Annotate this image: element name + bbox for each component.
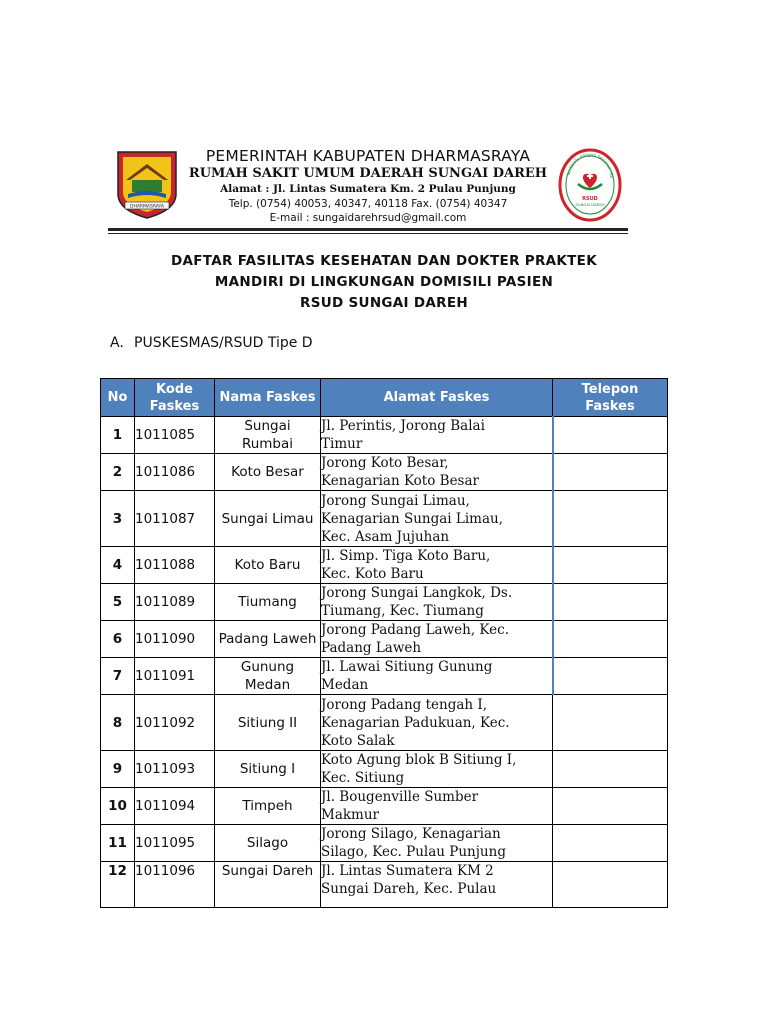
faskes-phone xyxy=(553,862,668,908)
faskes-code: 1011092 xyxy=(135,695,215,751)
faskes-name xyxy=(215,417,321,454)
row-number: 9 xyxy=(101,751,135,788)
hospital-address: Alamat : Jl. Lintas Sumatera Km. 2 Pulau Punjung xyxy=(220,183,516,195)
table-row xyxy=(101,862,668,908)
faskes-name-line: Koto Baru xyxy=(234,557,301,573)
faskes-address-line: Medan xyxy=(321,677,369,693)
faskes-phone xyxy=(553,695,668,751)
faskes-address xyxy=(321,825,553,862)
faskes-name-line: Koto Besar xyxy=(231,464,304,480)
faskes-address xyxy=(321,491,553,547)
faskes-name-line: Tiumang xyxy=(238,594,297,610)
faskes-name-line: Padang Laweh xyxy=(218,631,317,647)
row-number: 3 xyxy=(101,491,135,547)
hospital-name: RUMAH SAKIT UMUM DAERAH SUNGAI DAREH xyxy=(188,166,548,181)
faskes-phone xyxy=(553,547,668,584)
table-row xyxy=(101,695,668,751)
faskes-name xyxy=(215,621,321,658)
faskes-address-line: Kenagarian Padukuan, Kec. xyxy=(321,714,510,731)
row-number: 1 xyxy=(101,417,135,454)
title-line-2: MANDIRI DI LINGKUNGAN DOMISILI PASIEN xyxy=(214,274,554,290)
faskes-address-line: Makmur xyxy=(321,807,380,823)
faskes-name-line: Sungai Dareh xyxy=(221,863,314,879)
header-kode xyxy=(135,379,215,417)
right-logo-subtext: SUNGAI DAREH xyxy=(575,202,605,207)
faskes-code: 1011091 xyxy=(135,658,215,695)
faskes-name-line: Sungai Limau xyxy=(221,510,314,527)
faskes-name-line: Medan xyxy=(244,677,291,693)
faskes-address xyxy=(321,584,553,621)
faskes-phone xyxy=(553,584,668,621)
faskes-phone xyxy=(553,751,668,788)
faskes-name xyxy=(215,862,321,908)
section-number: A. xyxy=(110,335,124,351)
faskes-name-line: Gunung xyxy=(240,659,295,675)
faskes-name-line: Silago xyxy=(246,835,289,851)
dharmasraya-shield-logo xyxy=(116,150,178,220)
faskes-address-line: Silago, Kec. Pulau Punjung xyxy=(321,844,506,860)
row-number: 7 xyxy=(101,658,135,695)
letterhead xyxy=(180,146,556,225)
faskes-code: 1011094 xyxy=(135,788,215,825)
faskes-code: 1011096 xyxy=(135,862,215,908)
faskes-address xyxy=(321,695,553,751)
faskes-phone xyxy=(553,788,668,825)
faskes-address-line: Kec. Koto Baru xyxy=(321,566,424,582)
table-row xyxy=(101,621,668,658)
header-kode-line-1: Kode xyxy=(156,381,193,397)
government-name: PEMERINTAH KABUPATEN DHARMASRAYA xyxy=(205,147,531,165)
faskes-name xyxy=(215,547,321,584)
left-logo-banner: DHARMASRAYA xyxy=(129,204,165,210)
faskes-name-line: Timpeh xyxy=(242,798,293,814)
faskes-phone xyxy=(553,658,668,695)
faskes-name xyxy=(215,454,321,491)
document-title xyxy=(100,251,668,314)
faskes-address-line: Jl. Lintas Sumatera KM 2 xyxy=(321,863,494,879)
header-no: No xyxy=(101,379,135,417)
faskes-address-line: Padang Laweh xyxy=(321,640,422,656)
faskes-address-line: Koto Salak xyxy=(321,732,395,749)
header-telepon xyxy=(553,379,668,417)
letterhead-rule-thick xyxy=(108,228,628,231)
table-row xyxy=(101,491,668,547)
section-label: PUSKESMAS/RSUD Tipe D xyxy=(134,335,313,351)
faskes-address-line: Jl. Bougenville Sumber xyxy=(321,789,479,805)
faskes-code: 1011088 xyxy=(135,547,215,584)
faskes-address xyxy=(321,547,553,584)
table-row xyxy=(101,454,668,491)
header-alamat: Alamat Faskes xyxy=(321,379,553,417)
faskes-address-line: Jorong Koto Besar, xyxy=(321,455,449,471)
row-number: 12 xyxy=(101,862,135,908)
faskes-address-line: Jorong Padang tengah I, xyxy=(321,696,488,713)
faskes-address-line: Kenagarian Koto Besar xyxy=(321,473,479,489)
faskes-code: 1011086 xyxy=(135,454,215,491)
table-header-row xyxy=(101,379,668,417)
faskes-address xyxy=(321,454,553,491)
faskes-address-line: Jorong Padang Laweh, Kec. xyxy=(321,622,509,638)
faskes-name-line: Sungai xyxy=(244,418,291,434)
section-heading xyxy=(110,335,313,351)
faskes-address xyxy=(321,621,553,658)
faskes-name xyxy=(215,658,321,695)
faskes-address-line: Kec. Sitiung xyxy=(321,770,405,786)
faskes-address xyxy=(321,788,553,825)
faskes-address-line: Jl. Lawai Sitiung Gunung xyxy=(321,659,493,675)
faskes-address-line: Jl. Perintis, Jorong Balai xyxy=(321,418,485,434)
right-logo-text: RSUD xyxy=(582,196,598,202)
rsud-logo xyxy=(558,148,622,222)
faskes-code: 1011085 xyxy=(135,417,215,454)
faskes-phone xyxy=(553,454,668,491)
header-telepon-line-2: Faskes xyxy=(585,398,635,414)
table-row xyxy=(101,788,668,825)
header-telepon-line-1: Telepon xyxy=(581,381,639,397)
faskes-name xyxy=(215,788,321,825)
hospital-phone: Telp. (0754) 40053, 40347, 40118 Fax. (0754) 40347 xyxy=(228,198,508,210)
faskes-name-line: Sitiung I xyxy=(239,761,296,777)
faskes-name xyxy=(215,584,321,621)
faskes-address-line: Jl. Simp. Tiga Koto Baru, xyxy=(321,548,491,564)
faskes-code: 1011093 xyxy=(135,751,215,788)
faskes-phone xyxy=(553,491,668,547)
hospital-email: E-mail : sungaidarehrsud@gmail.com xyxy=(269,212,467,224)
faskes-address-line: Sungai Dareh, Kec. Pulau xyxy=(321,881,497,897)
faskes-code: 1011090 xyxy=(135,621,215,658)
faskes-address-line: Jorong Sungai Limau, xyxy=(321,492,470,509)
faskes-code: 1011095 xyxy=(135,825,215,862)
row-number: 11 xyxy=(101,825,135,862)
row-number: 6 xyxy=(101,621,135,658)
faskes-name xyxy=(215,491,321,547)
title-line-1: DAFTAR FASILITAS KESEHATAN DAN DOKTER PRAKTEK xyxy=(171,253,597,269)
table-row xyxy=(101,825,668,862)
table-row xyxy=(101,584,668,621)
faskes-phone xyxy=(553,417,668,454)
faskes-code: 1011089 xyxy=(135,584,215,621)
table-body xyxy=(101,417,668,908)
faskes-address-line: Koto Agung blok B Sitiung I, xyxy=(321,752,517,768)
header-kode-line-2: Faskes xyxy=(149,398,200,414)
faskes-address-line: Timur xyxy=(321,436,363,452)
faskes-address-line: Tiumang, Kec. Tiumang xyxy=(321,603,484,619)
faskes-address-line: Jorong Sungai Langkok, Ds. xyxy=(321,585,513,601)
faskes-address xyxy=(321,417,553,454)
faskes-name xyxy=(215,695,321,751)
row-number: 4 xyxy=(101,547,135,584)
row-number: 8 xyxy=(101,695,135,751)
faskes-table xyxy=(100,378,668,908)
faskes-address-line: Kenagarian Sungai Limau, xyxy=(321,510,504,527)
right-logo-arc-text: Melayani dengan Sepenuh Ha xyxy=(566,151,615,179)
faskes-phone xyxy=(553,825,668,862)
faskes-address xyxy=(321,862,553,908)
table-row xyxy=(101,658,668,695)
faskes-address-line: Kec. Asam Jujuhan xyxy=(321,528,450,545)
faskes-name xyxy=(215,825,321,862)
table-row xyxy=(101,751,668,788)
row-number: 10 xyxy=(101,788,135,825)
faskes-name-line: Rumbai xyxy=(241,436,294,452)
faskes-address-line: Jorong Silago, Kenagarian xyxy=(321,826,501,842)
table-row xyxy=(101,417,668,454)
header-nama: Nama Faskes xyxy=(215,379,321,417)
title-line-3: RSUD SUNGAI DAREH xyxy=(300,295,468,311)
faskes-phone xyxy=(553,621,668,658)
table-row xyxy=(101,547,668,584)
row-number: 5 xyxy=(101,584,135,621)
row-number: 2 xyxy=(101,454,135,491)
faskes-address xyxy=(321,751,553,788)
faskes-name xyxy=(215,751,321,788)
faskes-name-line: Sitiung II xyxy=(237,714,298,731)
faskes-address xyxy=(321,658,553,695)
letterhead-rule-thin xyxy=(108,233,628,234)
faskes-code: 1011087 xyxy=(135,491,215,547)
